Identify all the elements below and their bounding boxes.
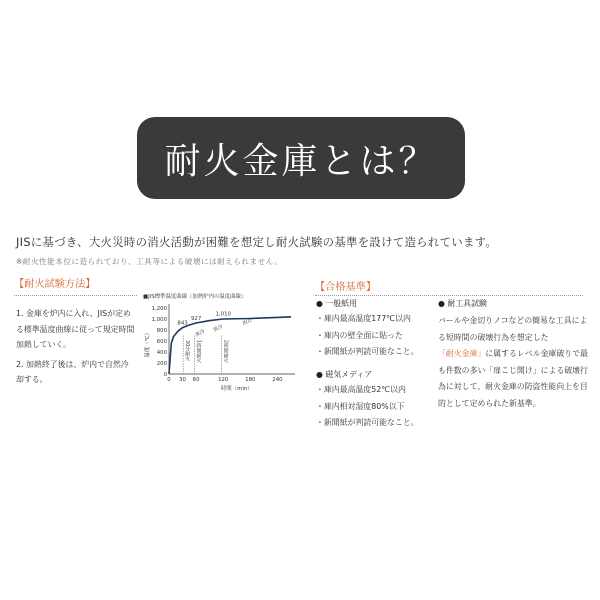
x-tick-label: 180 xyxy=(245,377,256,383)
method-steps xyxy=(16,306,136,392)
y-tick-label: 800 xyxy=(156,327,167,334)
criteria-item: ・新聞紙が判読可能なこと。 xyxy=(316,418,419,427)
point-value-label: 843 xyxy=(177,320,188,327)
y-tick-label: 200 xyxy=(156,360,167,367)
duration-label: 2時間耐火 xyxy=(222,339,229,364)
y-axis-label: 温度（℃） xyxy=(145,329,151,358)
page-title-banner xyxy=(137,117,465,199)
cooling-phase-label: 放冷 xyxy=(212,323,225,334)
y-tick-label: 600 xyxy=(156,338,167,345)
y-tick-label: 1,000 xyxy=(151,316,167,323)
point-value-label: 1,010 xyxy=(215,311,231,318)
standards-heading: 【合格基準】 xyxy=(315,282,377,293)
duration-label: 1時間耐火 xyxy=(195,339,202,364)
tool-test-text-2: に属するレベル金庫破りで最も件数の多い「扉こじ開け」による破壊行為に対して、耐火金庫の防盗性能向上を目的として定められた新基準。 xyxy=(438,349,588,408)
y-tick-label: 1,200 xyxy=(151,305,167,312)
method-step: 1. 金庫を炉内に入れ、JISが定める標準温度曲線に従って規定時間加熱していく。 xyxy=(16,309,135,349)
x-tick-label: 30 xyxy=(179,377,186,383)
general-paper-label: ● 一般紙用 xyxy=(316,299,357,308)
page-title: 耐火金庫とは？ xyxy=(164,140,438,182)
tool-test-label: ● 耐工具試験 xyxy=(438,299,487,308)
intro-text: JISに基づき、大火災時の消火活動が困難を想定し耐火試験の基準を設けて造られています。 xyxy=(16,235,498,249)
x-tick-label: 240 xyxy=(272,377,283,383)
standards-divider xyxy=(315,295,583,296)
y-tick-label: 400 xyxy=(156,349,167,356)
y-tick-label: 0 xyxy=(163,371,167,378)
tool-test-description xyxy=(438,313,594,412)
intro-note: ※耐火性能本位に造られており、工具等による破壊には耐えられません。 xyxy=(16,257,283,266)
tool-test-text-1: バールや金切りノコなどの簡易な工具による短時間の破壊行為を想定した xyxy=(438,316,588,342)
method-divider xyxy=(14,295,137,296)
magnetic-media-label: ● 磁気メディア xyxy=(316,370,373,379)
chart-title: ■JIS標準温度曲線（加熱炉内の温度曲線） xyxy=(143,294,247,300)
x-tick-label: 120 xyxy=(218,377,229,383)
tool-test-accent: 「耐火金庫」 xyxy=(438,349,486,358)
criteria-item: ・庫内最高温度52℃以内 xyxy=(316,385,406,394)
criteria-item: ・新聞紙が判読可能なこと。 xyxy=(316,347,419,356)
x-tick-label: 60 xyxy=(192,377,200,383)
method-heading: 【耐火試験方法】 xyxy=(14,279,96,290)
cooling-phase-label: 放冷 xyxy=(194,328,207,339)
criteria-item: ・庫内最高温度177℃以内 xyxy=(316,314,411,323)
method-step: 2. 加熱終了後は、炉内で自然冷却する。 xyxy=(16,359,129,384)
temperature-curve-chart xyxy=(141,288,301,400)
magnetic-media-criteria xyxy=(316,382,419,432)
point-value-label: 927 xyxy=(190,316,202,323)
x-tick-label: 0 xyxy=(167,377,171,383)
criteria-item: ・庫内の壁全面に貼った xyxy=(316,330,403,340)
duration-label: 30分耐火 xyxy=(184,339,191,362)
criteria-item: ・庫内相対湿度80%以下 xyxy=(316,401,405,411)
cooling-phase-label: 放冷 xyxy=(241,317,254,327)
x-axis-label: 時間（min） xyxy=(220,386,253,392)
general-paper-criteria xyxy=(316,311,419,361)
chart-plot-area xyxy=(143,304,295,392)
